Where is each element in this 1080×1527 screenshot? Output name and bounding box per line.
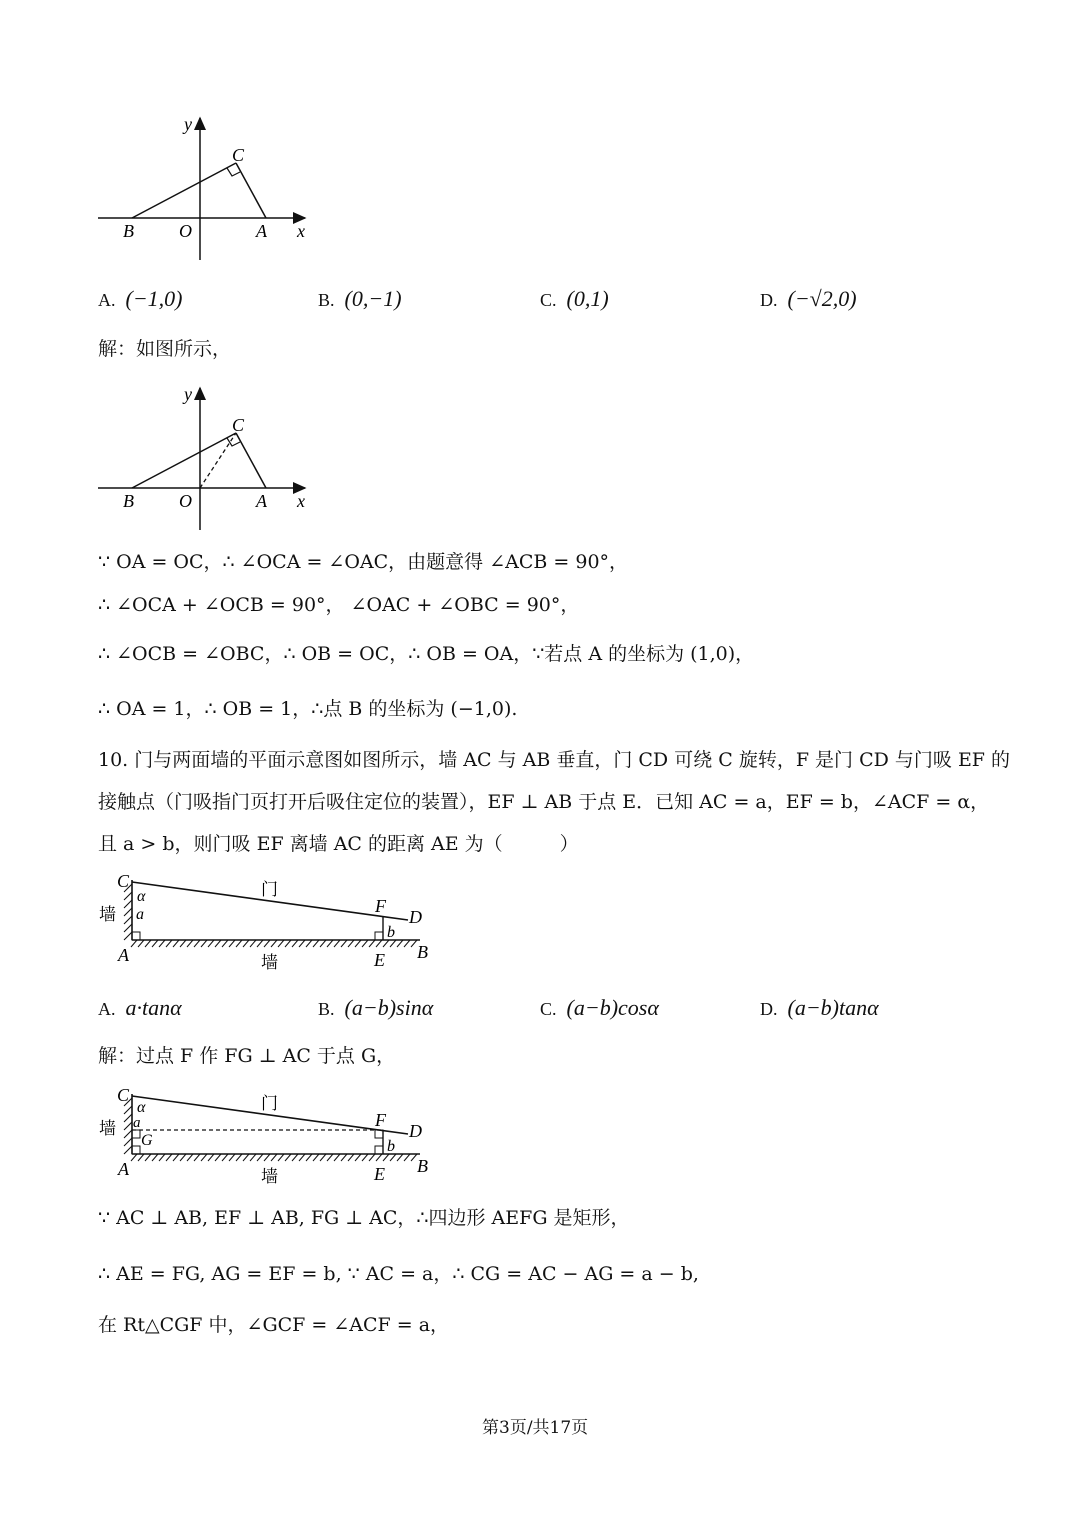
- q10-option-b: B. (a−b)sinα: [318, 995, 434, 1020]
- figure-q10-solution: [95, 1082, 440, 1190]
- q10-solution-intro: 解：过点 F 作 FG ⊥ AC 于点 G，: [98, 1045, 396, 1067]
- label-x: x: [297, 491, 305, 511]
- label-b: B: [417, 942, 428, 962]
- segment-oc-dashed: [200, 433, 236, 488]
- q9-option-b: B. (0,−1): [318, 286, 402, 311]
- label-wall-bottom: 墙: [261, 953, 278, 973]
- label-b: B: [123, 491, 134, 511]
- label-a: A: [118, 945, 129, 965]
- q10-stem-line-1: 10. 门与两面墙的平面示意图如图所示，墙 AC 与 AB 垂直，门 CD 可绕 C 旋转，F 是门 CD 与门吸 EF 的: [98, 749, 1011, 771]
- label-a: A: [256, 491, 267, 511]
- q10-stem-line-2: 接触点（门吸指门页打开后吸住定位的装置），EF ⊥ AB 于点 E．已知 AC = a，EF = b，∠ACF = α，: [98, 791, 990, 813]
- q9-option-d: D. (−√2,0): [760, 286, 857, 311]
- label-e: E: [374, 1164, 385, 1184]
- figure-q9-solution: [90, 380, 320, 540]
- label-d: D: [409, 907, 422, 927]
- label-alpha: α: [137, 888, 146, 905]
- figure-q10-door: [95, 868, 440, 976]
- q9-solution-line-2: ∴ ∠OCA + ∠OCB = 90°， ∠OAC + ∠OBC = 90°，: [98, 594, 580, 616]
- page-footer: 第3页/共17页: [482, 1418, 589, 1438]
- label-y: y: [184, 384, 192, 404]
- label-a-len: a: [133, 1115, 141, 1131]
- label-a-len: a: [136, 906, 144, 923]
- label-g: G: [141, 1132, 153, 1149]
- q9-solution-line-4: ∴ OA = 1，∴ OB = 1，∴点 B 的坐标为 (−1,0).: [98, 698, 518, 720]
- q10-option-a: A. a·tanα: [98, 995, 182, 1020]
- q9-solution-line-3: ∴ ∠OCB = ∠OBC，∴ OB = OC，∴ OB = OA，∵若点 A 的坐标为 (1,0)，: [98, 643, 755, 665]
- segment-bc: [132, 433, 236, 488]
- label-f: F: [375, 896, 386, 916]
- label-c: C: [232, 415, 245, 435]
- q9-option-a: A. (−1,0): [98, 286, 183, 311]
- q9-solution-intro: 解：如图所示，: [98, 338, 232, 360]
- label-c: C: [232, 145, 245, 165]
- label-o: O: [179, 491, 192, 511]
- label-x: x: [297, 221, 305, 241]
- figure-q9-coordinate: [90, 110, 320, 270]
- label-door: 门: [261, 880, 278, 900]
- q10-solution-line-2: ∴ AE = FG, AG = EF = b, ∵ AC = a，∴ CG = AC − AG = a − b,: [98, 1263, 699, 1285]
- label-alpha: α: [137, 1099, 146, 1116]
- q9-solution-line-1: ∵ OA = OC，∴ ∠OCA = ∠OAC，由题意得 ∠ACB = 90°，: [98, 551, 629, 573]
- label-wall-bottom: 墙: [261, 1167, 278, 1187]
- segment-ca: [236, 163, 266, 218]
- label-b-len: b: [387, 1138, 395, 1155]
- label-b: B: [123, 221, 134, 241]
- label-a: A: [118, 1159, 129, 1179]
- label-d: D: [409, 1121, 422, 1141]
- label-y: y: [184, 114, 192, 134]
- q10-option-c: C. (a−b)cosα: [540, 995, 659, 1020]
- label-wall-left: 墙: [99, 1119, 116, 1139]
- label-door: 门: [261, 1094, 278, 1114]
- label-wall-left: 墙: [99, 905, 116, 925]
- q10-solution-line-1: ∵ AC ⊥ AB, EF ⊥ AB, FG ⊥ AC，∴四边形 AEFG 是矩形，: [98, 1207, 630, 1229]
- segment-bc: [132, 163, 236, 218]
- label-e: E: [374, 950, 385, 970]
- segment-ca: [236, 433, 266, 488]
- right-angle-mark: [227, 168, 240, 176]
- q10-option-d: D. (a−b)tanα: [760, 995, 879, 1020]
- label-b-len: b: [387, 924, 395, 941]
- label-o: O: [179, 221, 192, 241]
- label-f: F: [375, 1110, 386, 1130]
- label-c: C: [117, 871, 130, 891]
- q10-stem-line-3: 且 a > b，则门吸 EF 离墙 AC 的距离 AE 为（ ）: [98, 833, 579, 855]
- label-c: C: [117, 1085, 130, 1105]
- label-b: B: [417, 1156, 428, 1176]
- label-a: A: [256, 221, 267, 241]
- q10-solution-line-3: 在 Rt△CGF 中，∠GCF = ∠ACF = a，: [98, 1314, 450, 1336]
- q9-option-c: C. (0,1): [540, 286, 609, 311]
